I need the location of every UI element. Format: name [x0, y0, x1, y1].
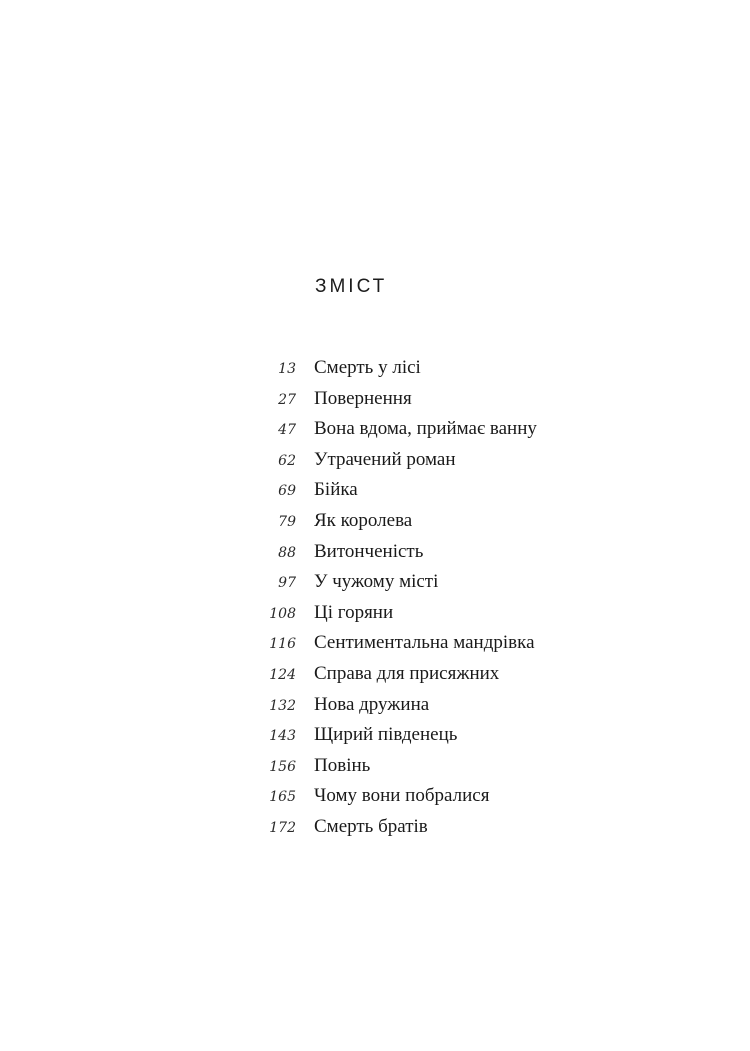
- toc-page-number: 156: [269, 758, 296, 775]
- toc-list: [0, 355, 750, 845]
- toc-entry-title: Нова дружина: [314, 693, 430, 715]
- toc-entry: [0, 416, 750, 447]
- toc-page-number: 116: [269, 636, 296, 653]
- toc-entry: [0, 753, 750, 784]
- toc-page-number: 165: [269, 789, 296, 806]
- toc-page-number: 97: [278, 575, 296, 592]
- toc-entry-title: Смерть у лісі: [314, 357, 421, 378]
- toc-entry-title: Утрачений роман: [314, 448, 456, 470]
- toc-entry-title: У чужому місті: [314, 571, 439, 593]
- toc-entry-title: Ці горяни: [314, 601, 394, 623]
- toc-entry-title: Справа для присяжних: [314, 662, 500, 684]
- toc-entry-title: Чому вони побралися: [314, 785, 490, 807]
- toc-entry-title: Повернення: [314, 387, 412, 409]
- toc-page-number: 172: [269, 819, 296, 836]
- toc-page-number: 88: [278, 544, 296, 561]
- toc-entry-title: Як королева: [314, 509, 413, 531]
- toc-page-number: 79: [278, 513, 296, 530]
- toc-entry: [0, 386, 750, 417]
- toc-entry: [0, 569, 750, 600]
- toc-entry-title: Вона вдома, приймає ванну: [314, 418, 537, 440]
- toc-entry-title: Бійка: [314, 479, 358, 501]
- toc-entry-title: Сентиментальна мандрівка: [314, 632, 535, 654]
- toc-entry: [0, 539, 750, 570]
- toc-entry-title: Повінь: [314, 754, 371, 776]
- toc-heading: ЗМІСТ: [315, 276, 388, 297]
- toc-entry: [0, 630, 750, 661]
- toc-entry: [0, 447, 750, 478]
- toc-entry: [0, 600, 750, 631]
- toc-page-number: 132: [269, 697, 296, 714]
- toc-page-number: 143: [269, 728, 296, 745]
- toc-entry: [0, 355, 750, 386]
- toc-page-number: 108: [269, 605, 296, 622]
- toc-entry: [0, 477, 750, 508]
- toc-entry: [0, 508, 750, 539]
- toc-entry: [0, 814, 750, 845]
- toc-entry-title: Щирий південець: [314, 724, 458, 746]
- toc-page-number: 124: [269, 666, 296, 683]
- toc-entry-title: Смерть братів: [314, 815, 428, 837]
- toc-page-number: 47: [278, 422, 296, 439]
- toc-entry: [0, 692, 750, 723]
- toc-page-number: 13: [278, 361, 296, 377]
- toc-entry-title: Витонченість: [314, 540, 424, 562]
- toc-entry: [0, 722, 750, 753]
- toc-page-number: 69: [278, 483, 296, 500]
- toc-entry: [0, 783, 750, 814]
- toc-page-number: 62: [278, 452, 296, 469]
- toc-entry: [0, 661, 750, 692]
- toc-page-number: 27: [278, 391, 296, 408]
